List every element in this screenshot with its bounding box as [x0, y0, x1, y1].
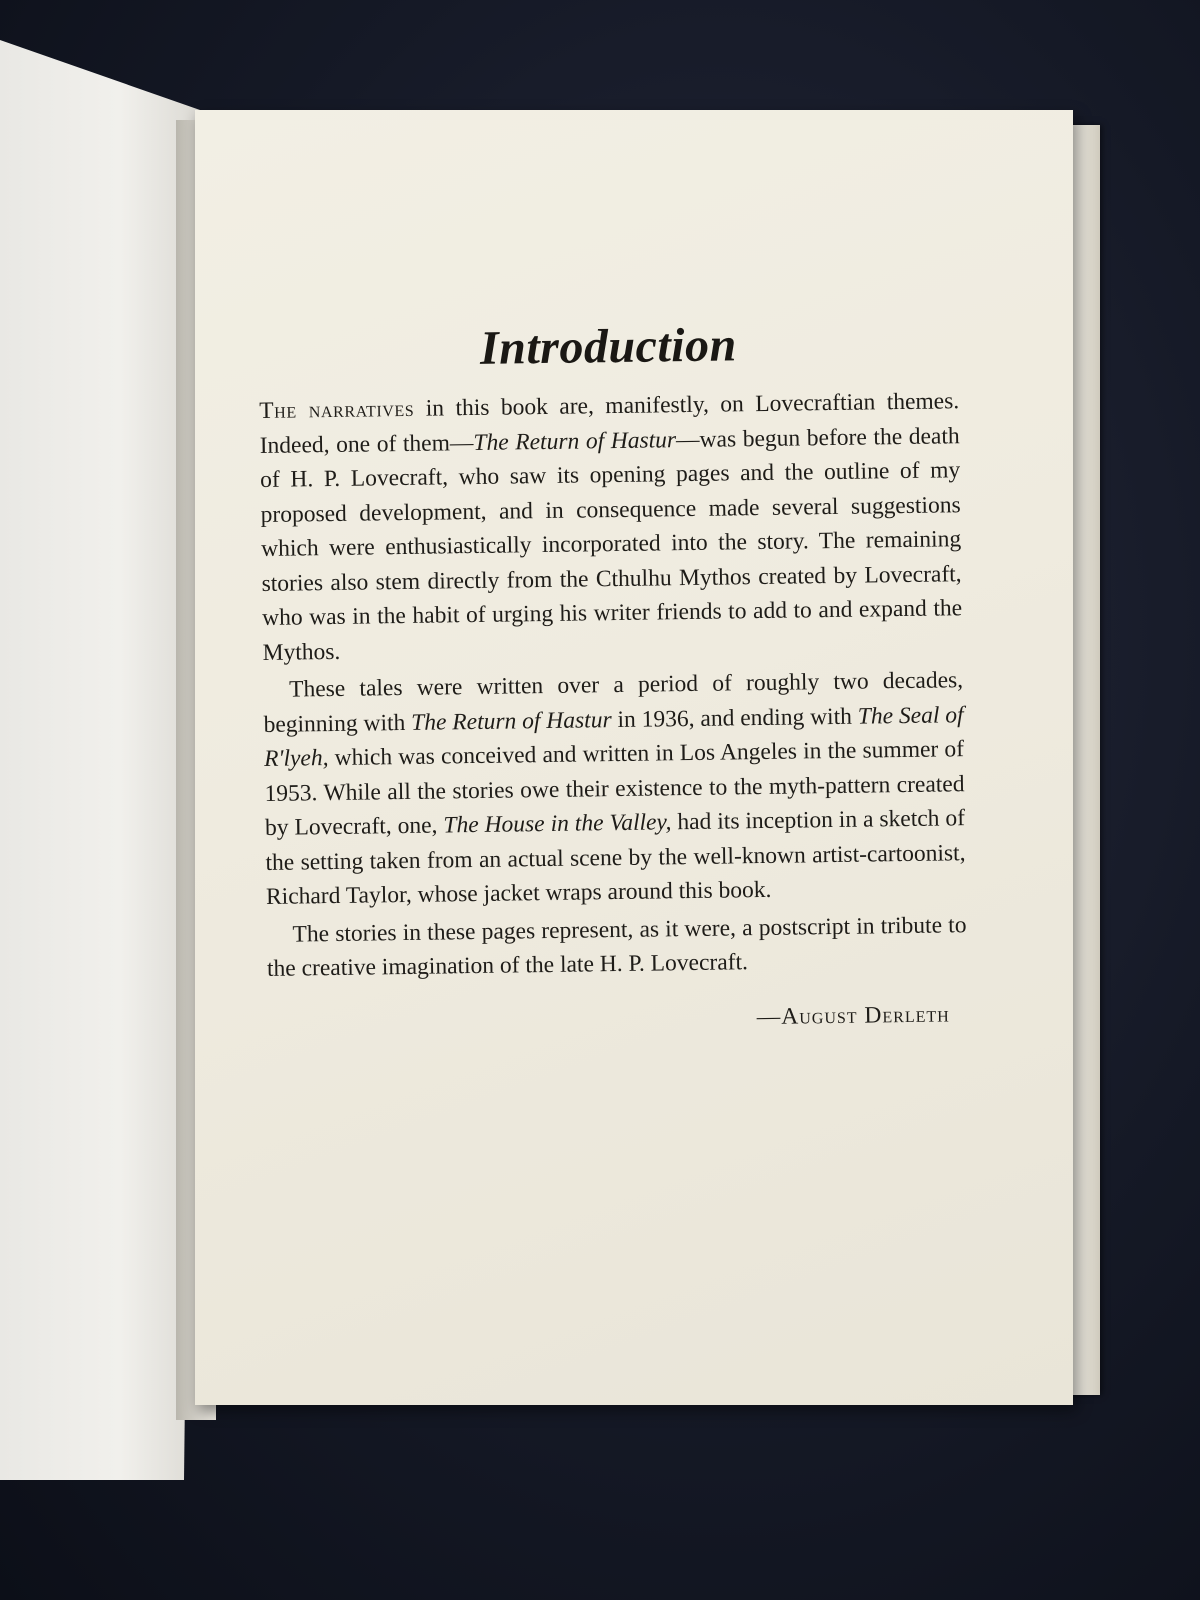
paragraph-1: [259, 384, 963, 670]
paragraph-run: in 1936, and ending with: [611, 703, 858, 733]
paragraph-run: —was begun before the death of H. P. Lovecraft, who saw its opening pages and the outline of my proposed development, and in consequence made several suggestions which were enthusiastically incorporated into the story. The remaining stories also stem directly from the Cthulhu Mythos created by Lovecraft, who was in the habit of urging his writer friends to add to and expand the Mythos.: [260, 422, 963, 666]
paragraph-3: [266, 908, 967, 987]
paragraphs: [259, 384, 967, 986]
paragraph-run: The House in the Valley,: [443, 809, 672, 839]
paragraph-run: The Return of Hastur: [473, 426, 677, 456]
left-blank-page: [0, 40, 200, 1480]
introduction-text: [258, 312, 968, 1040]
paragraph-run: which was conceived and written in Los Angeles in the summer of 1953. While all the stories owe their existence to the myth-pattern created by Lovecraft, one,: [264, 736, 965, 841]
paragraph-run: in this book are, manifestly, on Lovecraftian themes. Indeed, one of them—: [259, 388, 960, 459]
page-title: Introduction: [479, 318, 738, 375]
paragraph-run: The narratives: [259, 395, 415, 424]
paragraph-run: The Return of Hastur: [410, 706, 612, 736]
paragraph-run: These tales were written over a period of roughly two decades, beginning with: [263, 667, 964, 738]
paragraph-2: [263, 663, 966, 914]
paragraph-run: The stories in these pages represent, as it were, a postscript in tribute to the creative imagination of the late H. P. Lovecraft.: [266, 911, 967, 982]
author-signature: —August Derleth: [756, 1000, 950, 1030]
paragraph-run: The Seal of R'lyeh,: [263, 701, 964, 772]
paragraph-run: had its inception in a sketch of the setting taken from an actual scene by the well-known artist-cartoonist, Richard Taylor, whose jacket wraps around this book.: [265, 805, 966, 910]
